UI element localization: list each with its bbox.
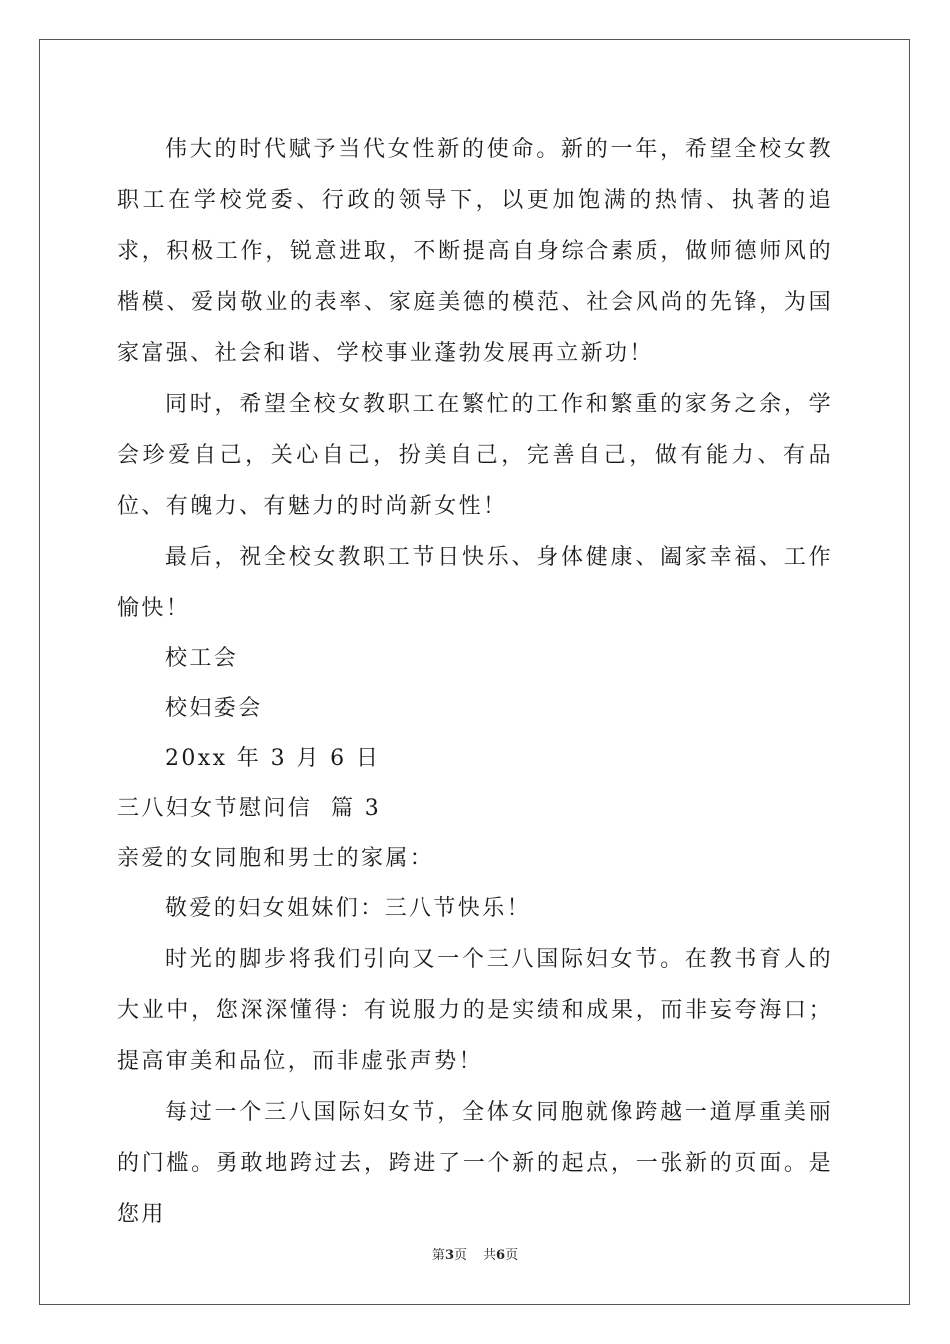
signature-date: 20xx 年 3 月 6 日 [165,746,381,771]
greeting: 敬爱的妇女姐妹们：三八节快乐！ [165,896,532,921]
page-suffix: 页 [453,1248,467,1263]
page-number: 3 [444,1248,454,1263]
page-prefix: 第 [431,1248,445,1263]
total-prefix: 共 [483,1248,497,1263]
signature-union: 校工会 [165,646,239,671]
paragraph-time-steps: 时光的脚步将我们引向又一个三八国际妇女节。在教书育人的大业中，您深深懂得：有说服力的是实绩和成果，而非妄夸海口；提高审美和品位，而非虚张声势！ [117,947,833,1074]
total-pages: 6 [496,1248,506,1263]
paragraph-closing-wishes: 最后，祝全校女教职工节日快乐、身体健康、阖家幸福、工作愉快！ [117,545,833,621]
page-footer [0,1244,950,1263]
total-suffix: 页 [505,1248,519,1263]
paragraph-mission: 伟大的时代赋予当代女性新的使命。新的一年，希望全校女教职工在学校党委、行政的领导下，以更加饱满的热情、执著的追求，积极工作，锐意进取，不断提高自身综合素质，做师德师风的楷模、爱岗敬业的表率、家庭美德的模范、社会风尚的先锋，为国家富强、社会和谐、学校事业蓬勃发展再立新功！ [117,137,833,366]
section-heading: 三八妇女节慰问信 篇 3 [117,796,382,821]
salutation: 亲爱的女同胞和男士的家属： [117,846,435,871]
paragraph-threshold: 每过一个三八国际妇女节，全体女同胞就像跨越一道厚重美丽的门槛。勇敢地跨过去，跨进了一个新的起点，一张新的页面。是您用 [117,1100,833,1227]
document-body [117,124,833,1240]
paragraph-self-care: 同时，希望全校女教职工在繁忙的工作和繁重的家务之余，学会珍爱自己，关心自己，扮美自己，完善自己，做有能力、有品位、有魄力、有魅力的时尚新女性！ [117,392,833,519]
signature-womens-committee: 校妇委会 [165,696,263,721]
